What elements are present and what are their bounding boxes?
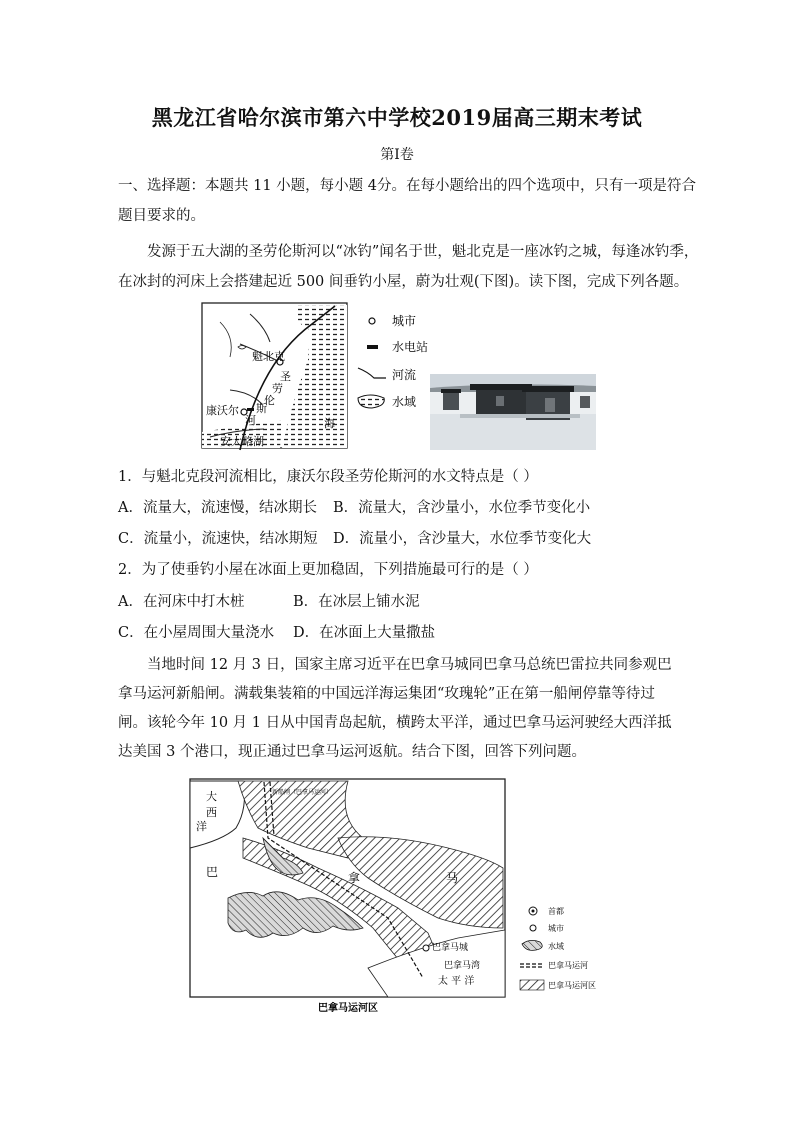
label-pacific: 太 平 洋 — [438, 976, 475, 987]
section-intro-line1: 一、选择题：本题共 11 小题，每小题 4分。在每小题给出的四个选项中，只有一项是符合 — [118, 178, 696, 194]
q1-option-a: A．流量大，流速慢，结冰期长 — [118, 500, 317, 516]
legend-water-icon-2 — [522, 940, 542, 950]
legend-city-icon — [369, 318, 375, 324]
label-ma: 马 — [446, 871, 459, 885]
label-atlantic-1: 大 — [206, 790, 217, 803]
legend-hydro-icon — [367, 345, 378, 349]
river-char-4: 斯 — [256, 402, 267, 415]
volume-label: 第Ⅰ卷 — [380, 147, 414, 163]
ice-fishing-huts-photo — [430, 374, 596, 450]
q1-option-d: D．流量小，含沙量大，水位季节变化大 — [333, 531, 592, 547]
q2-option-a: A．在河床中打木桩 — [118, 594, 245, 610]
legend-city-2: 城市 — [548, 924, 564, 933]
legend-city-icon-2 — [530, 925, 536, 931]
label-atlantic-3: 洋 — [196, 820, 207, 833]
legend-water: 水域 — [392, 395, 417, 409]
passage2: 当地时间 12 月 3 日，国家主席习近平在巴拿马城同巴拿马总统巴雷拉共同参观巴拿马运河新船闸。满载集装箱的中国远洋海运集团“玫瑰轮”正在第一船闸停靠等待过闸。该轮今年 10 月 1 日从中国青岛起航，横跨太平洋，通过巴拿马运河驶经大西洋抵达美国 3 个港口，现正通过巴拿马运河返航。结合下图，回答下列问题。 — [118, 657, 672, 760]
legend-river-icon — [358, 368, 386, 378]
river-char-2: 劳 — [272, 382, 283, 395]
legend-water-icon — [358, 395, 384, 408]
q2-stem: 2．为了使垂钓小屋在冰面上更加稳固，下列措施最可行的是（ ） — [118, 562, 538, 578]
river-char-3: 伦 — [264, 394, 275, 407]
legend-capital: 首都 — [548, 907, 564, 916]
legend-canal: 巴拿马运河 — [548, 961, 588, 970]
passage1-line2: 在冰封的河床上会搭建起近 500 间垂钓小屋，蔚为壮观(下图)。读下图，完成下列各题。 — [118, 274, 689, 290]
section-intro-line2: 题目要求的。 — [118, 208, 205, 224]
page-title: 黑龙江省哈尔滨市第六中学校2019届高三期末考试 — [151, 105, 643, 130]
label-panama-city: 巴拿马城 — [432, 943, 469, 953]
legend-hydro: 水电站 — [392, 340, 429, 354]
q2-option-b: B．在冰层上铺水泥 — [293, 594, 420, 610]
label-na: 拿 — [348, 871, 361, 885]
legend-city: 城市 — [392, 314, 417, 328]
label-quebec: 魁北克 — [252, 350, 285, 363]
label-atlantic-2: 西 — [206, 806, 217, 819]
q2-option-d: D．在冰面上大量撒盐 — [293, 625, 436, 641]
river-char-1: 圣 — [280, 370, 291, 383]
panama-city-marker — [423, 945, 429, 951]
legend-water-2: 水域 — [548, 942, 564, 951]
passage1-line1: 发源于五大湖的圣劳伦斯河以“冰钓”闻名于世，魁北克是一座冰钓之城，每逢冰钓季， — [147, 244, 699, 260]
q1-option-b: B．流量大，含沙量小，水位季节变化小 — [333, 500, 591, 516]
panama-canal-map-figure — [188, 778, 608, 1018]
q1-option-c: C．流量小，流速快，结冰期短 — [118, 531, 318, 547]
q1-stem: 1．与魁北克段河流相比，康沃尔段圣劳伦斯河的水文特点是（ ） — [118, 469, 538, 485]
st-lawrence-map-figure — [200, 302, 600, 452]
q2-option-c: C．在小屋周围大量浇水 — [118, 625, 275, 641]
label-new-lock: 新船闸（巴拿马运河） — [272, 789, 333, 796]
hydro-station-marker — [247, 408, 254, 411]
label-kingston: 康沃尔 — [206, 404, 239, 417]
legend-zone-icon — [520, 980, 544, 990]
label-ba: 巴 — [206, 865, 219, 879]
legend-river: 河流 — [392, 368, 417, 382]
map2-caption: 巴拿马运河区 — [318, 1003, 378, 1014]
label-bay: 海 — [324, 417, 335, 430]
legend-zone: 巴拿马运河区 — [548, 981, 596, 990]
label-lake-ontario: 安大略湖 — [220, 435, 264, 448]
label-panama-bay: 巴拿马湾 — [444, 961, 481, 971]
river-char-5: 河 — [245, 414, 256, 427]
